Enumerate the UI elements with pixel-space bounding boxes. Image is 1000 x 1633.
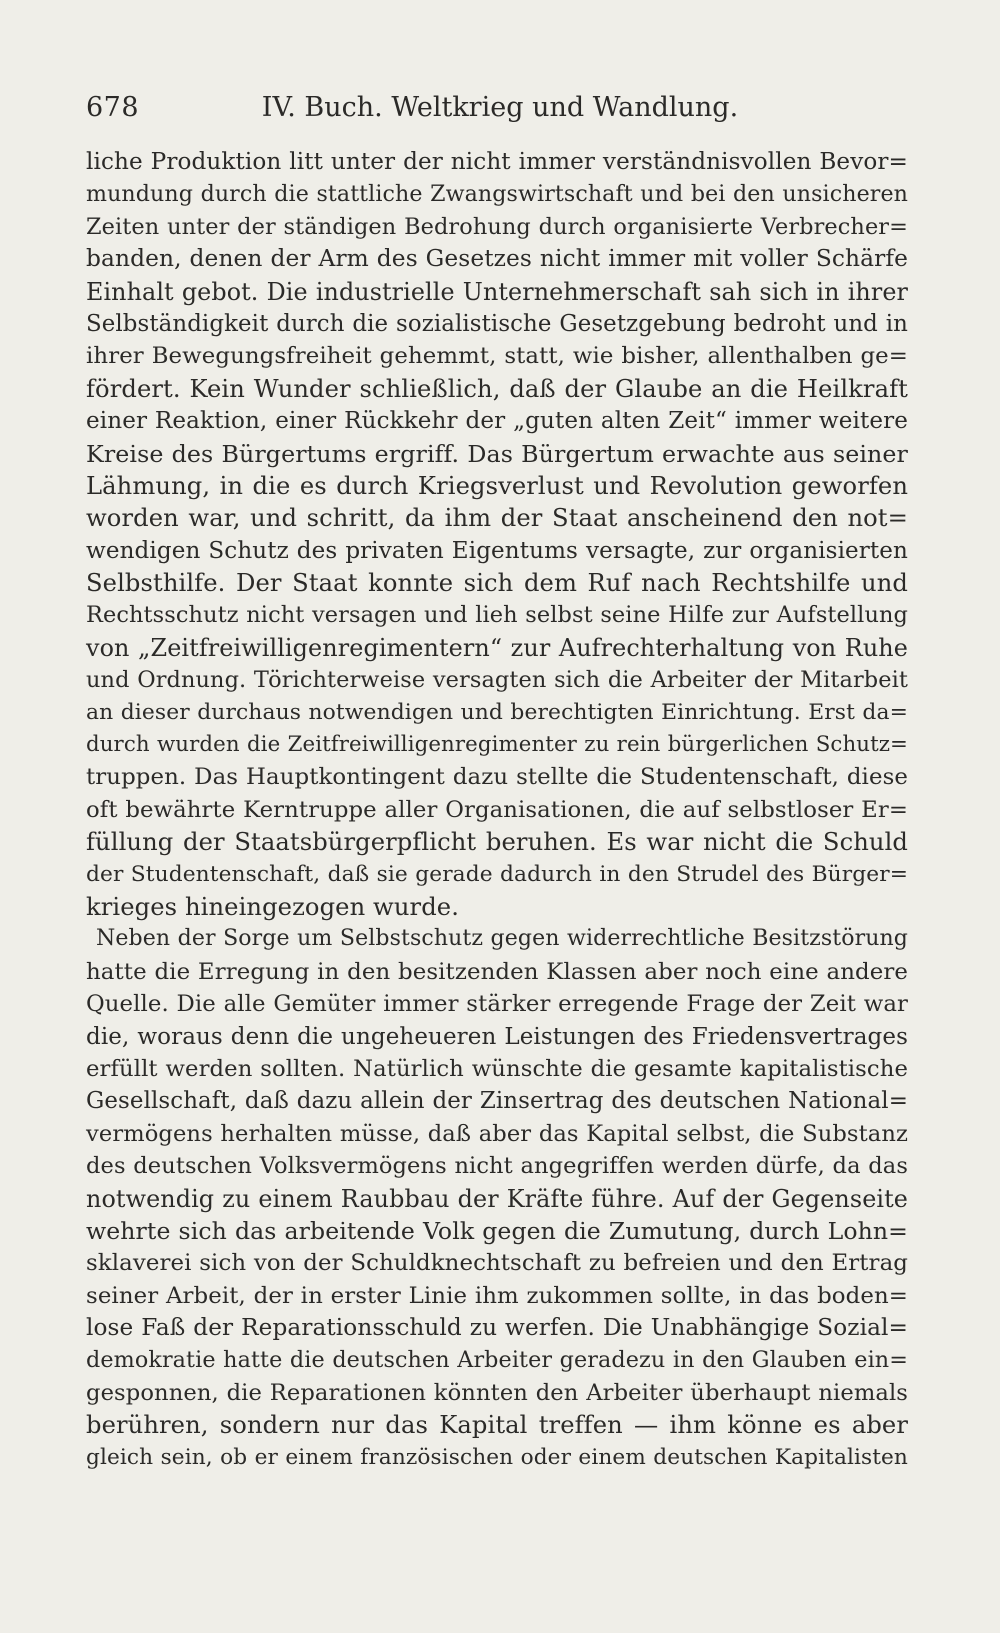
text-line: demokratie hatte die deutschen Arbeiter geradezu in den Glauben ein=: [86, 1347, 908, 1374]
text-line: Selbständigkeit durch die sozialistische Gesetzgebung bedroht und in: [86, 310, 908, 337]
text-line: wehrte sich das arbeitende Volk gegen die Zumutung, durch Lohn=: [86, 1216, 908, 1245]
page-number: 678: [86, 92, 140, 123]
text-line: Rechtsschutz nicht versagen und lieh selbst seine Hilfe zur Aufstellung: [86, 602, 908, 629]
text-line-paragraph-start: Neben der Sorge um Selbstschutz gegen widerrechtliche Besitzstörung: [96, 926, 908, 952]
text-line: berühren, sondern nur das Kapital treffen — ihm könne es aber: [86, 1411, 908, 1440]
text-line: einer Reaktion, einer Rückkehr der „guten alten Zeit“ immer weitere: [86, 408, 908, 435]
text-line: vermögens herhalten müsse, daß aber das Kapital selbst, die Substanz: [86, 1120, 908, 1147]
text-line: Lähmung, in die es durch Kriegsverlust und Revolution geworfen: [86, 471, 908, 500]
text-line: und Ordnung. Törichterweise versagten sich die Arbeiter der Mitarbeit: [86, 667, 908, 694]
page-header: [86, 92, 914, 132]
text-line: worden war, und schritt, da ihm der Staat anscheinend den not=: [86, 504, 908, 533]
text-line: hatte die Erregung in den besitzenden Klassen aber noch eine andere: [86, 958, 908, 985]
running-head: IV. Buch. Weltkrieg und Wandlung.: [261, 92, 739, 123]
text-line: Selbsthilfe. Der Staat konnte sich dem Ruf nach Rechtshilfe und: [86, 569, 908, 598]
text-line: Gesellschaft, daß dazu allein der Zinsertrag des deutschen National=: [86, 1088, 908, 1115]
text-line: notwendig zu einem Raubbau der Kräfte führe. Auf der Gegenseite: [86, 1184, 908, 1213]
text-line: der Studentenschaft, daß sie gerade dadurch in den Strudel des Bürger=: [86, 861, 908, 887]
text-line: fördert. Kein Wunder schließlich, daß der Glaube an die Heilkraft: [86, 374, 908, 403]
text-line: an dieser durchaus notwendigen und berechtigten Einrichtung. Erst da=: [86, 699, 908, 725]
text-line: wendigen Schutz des privaten Eigentums versagte, zur organisierten: [86, 537, 908, 564]
text-line: durch wurden die Zeitfreiwilligenregimenter zu rein bürgerlichen Schutz=: [86, 732, 908, 758]
text-line: truppen. Das Hauptkontingent dazu stellte die Studentenschaft, diese: [86, 764, 908, 791]
text-line: mundung durch die stattliche Zwangswirtschaft und bei den unsicheren: [86, 181, 908, 208]
text-line: oft bewährte Kerntruppe aller Organisationen, die auf selbstloser Er=: [86, 796, 908, 823]
text-line: gesponnen, die Reparationen könnten den Arbeiter überhaupt niemals: [86, 1379, 908, 1406]
text-line: die, woraus denn die ungeheueren Leistungen des Friedensvertrages: [86, 1023, 908, 1050]
body-text: [86, 146, 908, 1474]
text-line: seiner Arbeit, der in erster Linie ihm zukommen sollte, in das boden=: [86, 1282, 908, 1309]
text-line-paragraph-end: krieges hineingezogen wurde.: [86, 892, 459, 921]
text-line: lose Faß der Reparationsschuld zu werfen. Die Unabhängige Sozial=: [86, 1314, 908, 1342]
text-line: gleich sein, ob er einem französischen oder einem deutschen Kapitalisten: [86, 1444, 908, 1470]
text-line: liche Produktion litt unter der nicht immer verständnisvollen Bevor=: [86, 149, 908, 175]
text-line: banden, denen der Arm des Gesetzes nicht immer mit voller Schärfe: [86, 245, 908, 273]
text-line: Zeiten unter der ständigen Bedrohung durch organisierte Verbrecher=: [86, 213, 908, 240]
text-line: Einhalt gebot. Die industrielle Unternehmerschaft sah sich in ihrer: [86, 277, 908, 306]
text-line: ihrer Bewegungsfreiheit gehemmt, statt, wie bisher, allenthalben ge=: [86, 343, 908, 370]
text-line: Kreise des Bürgertums ergriff. Das Bürgertum erwachte aus seiner: [86, 439, 908, 468]
text-line: Quelle. Die alle Gemüter immer stärker erregende Frage der Zeit war: [86, 991, 908, 1018]
text-line: erfüllt werden sollten. Natürlich wünschte die gesamte kapitalistische: [86, 1055, 908, 1082]
text-line: von „Zeitfreiwilligenregimentern“ zur Aufrechterhaltung von Ruhe: [86, 633, 908, 662]
text-line: sklaverei sich von der Schuldknechtschaft zu befreien und den Ertrag: [86, 1250, 908, 1277]
text-line: des deutschen Volksvermögens nicht angegriffen werden dürfe, da das: [86, 1153, 908, 1180]
text-line: füllung der Staatsbürgerpflicht beruhen. Es war nicht die Schuld: [86, 828, 908, 857]
